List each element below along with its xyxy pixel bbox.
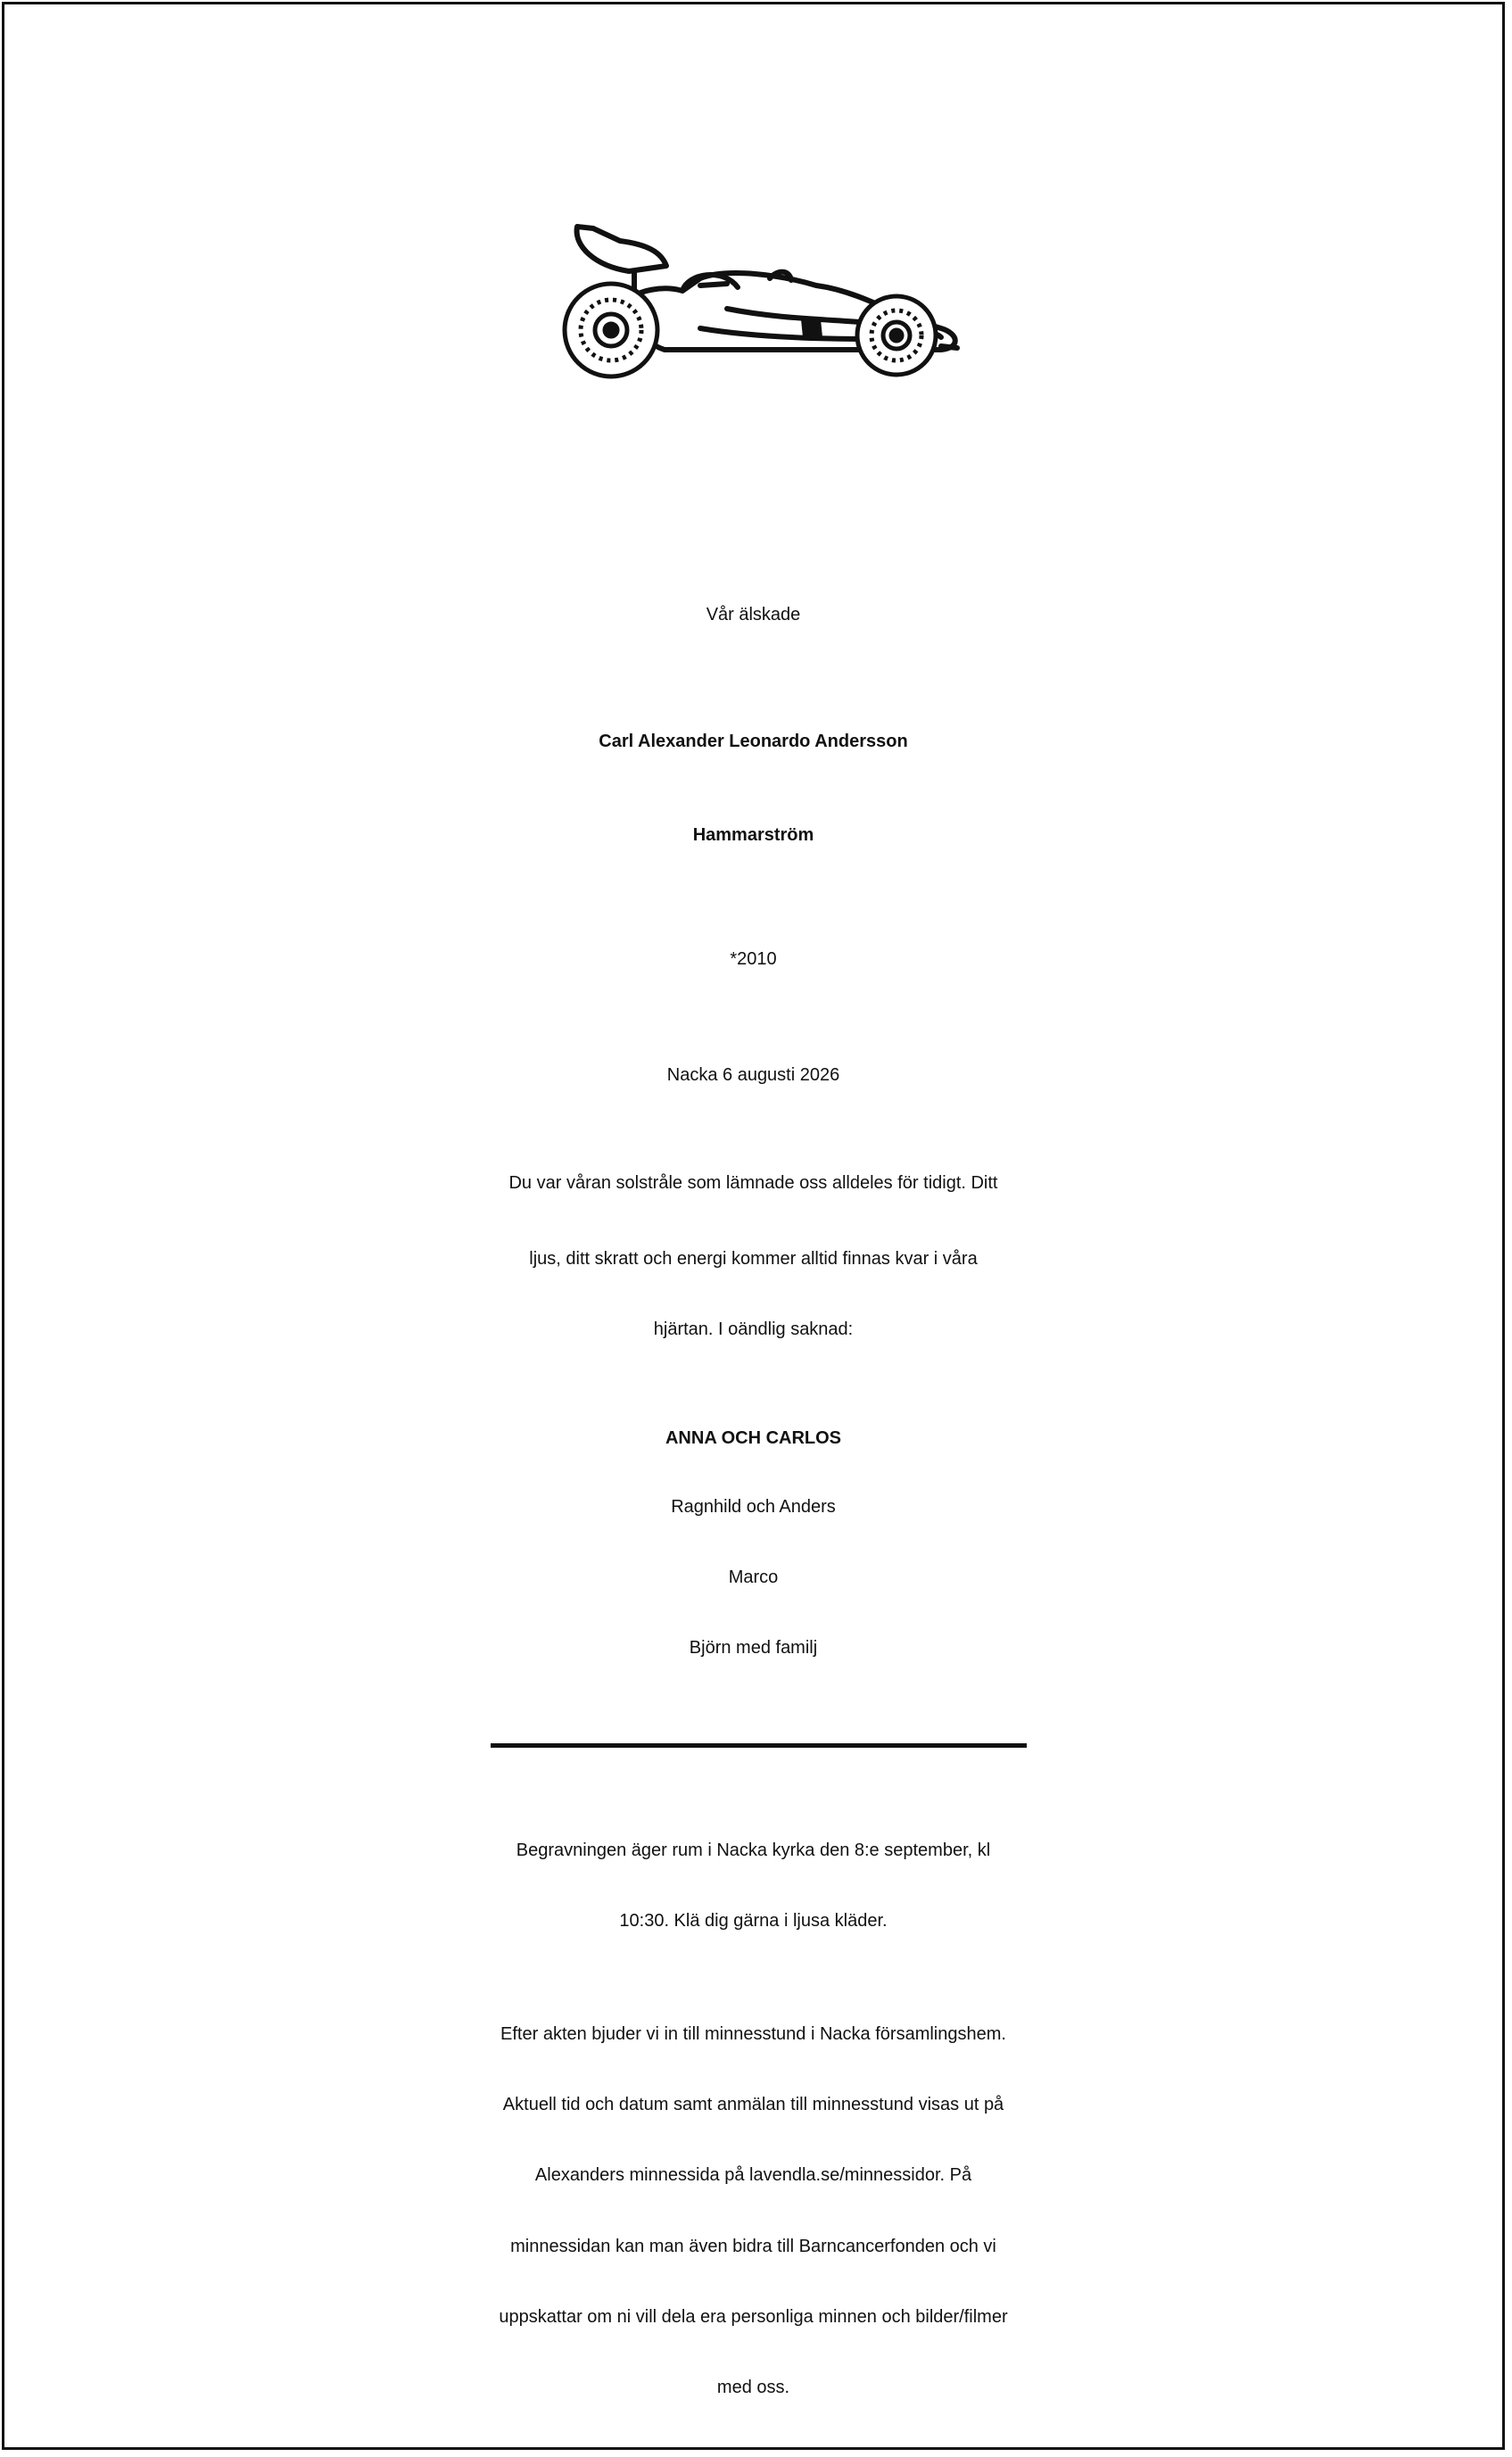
funeral-info-line: 10:30. Klä dig gärna i ljusa kläder. <box>619 1911 888 1931</box>
deceased-name-line-1: Carl Alexander Leonardo Andersson <box>599 732 908 751</box>
race-car-icon <box>549 214 968 393</box>
memorial-text-line: hjärtan. I oändlig saknad: <box>653 1320 854 1339</box>
mourner-item: Björn med familj <box>689 1638 818 1658</box>
after-info-line: med oss. <box>716 2378 790 2397</box>
section-divider <box>491 1743 1027 1748</box>
funeral-info-line: Begravningen äger rum i Nacka kyrka den 8:e september, kl <box>516 1841 991 1860</box>
memorial-text-line: ljus, ditt skratt och energi kommer alltid finnas kvar i våra <box>529 1249 978 1269</box>
mourner-item: Marco <box>728 1568 779 1587</box>
after-info-line: Alexanders minnessida på lavendla.se/minnessidor. På <box>534 2165 972 2185</box>
memorial-text-line: Du var våran solstråle som lämnade oss alldeles för tidigt. Ditt <box>508 1173 998 1193</box>
deceased-name-line-2: Hammarström <box>692 825 814 845</box>
obituary-frame <box>2 2 1505 2450</box>
after-info-line: Efter akten bjuder vi in till minnesstund i Nacka församlingshem. <box>500 2024 1006 2044</box>
mourner-item: Ragnhild och Anders <box>671 1497 836 1517</box>
after-info-line: uppskattar om ni vill dela era personliga minnen och bilder/filmer <box>499 2307 1008 2327</box>
intro-text: Vår älskade <box>706 605 801 625</box>
death-place-date: Nacka 6 augusti 2026 <box>666 1065 840 1085</box>
after-info-line: minnessidan kan man även bidra till Barncancerfonden och vi <box>510 2237 996 2256</box>
mourners-main: ANNA OCH CARLOS <box>665 1428 842 1448</box>
birth-year: *2010 <box>730 949 777 969</box>
after-info-line: Aktuell tid och datum samt anmälan till minnesstund visas ut på <box>502 2095 1004 2114</box>
